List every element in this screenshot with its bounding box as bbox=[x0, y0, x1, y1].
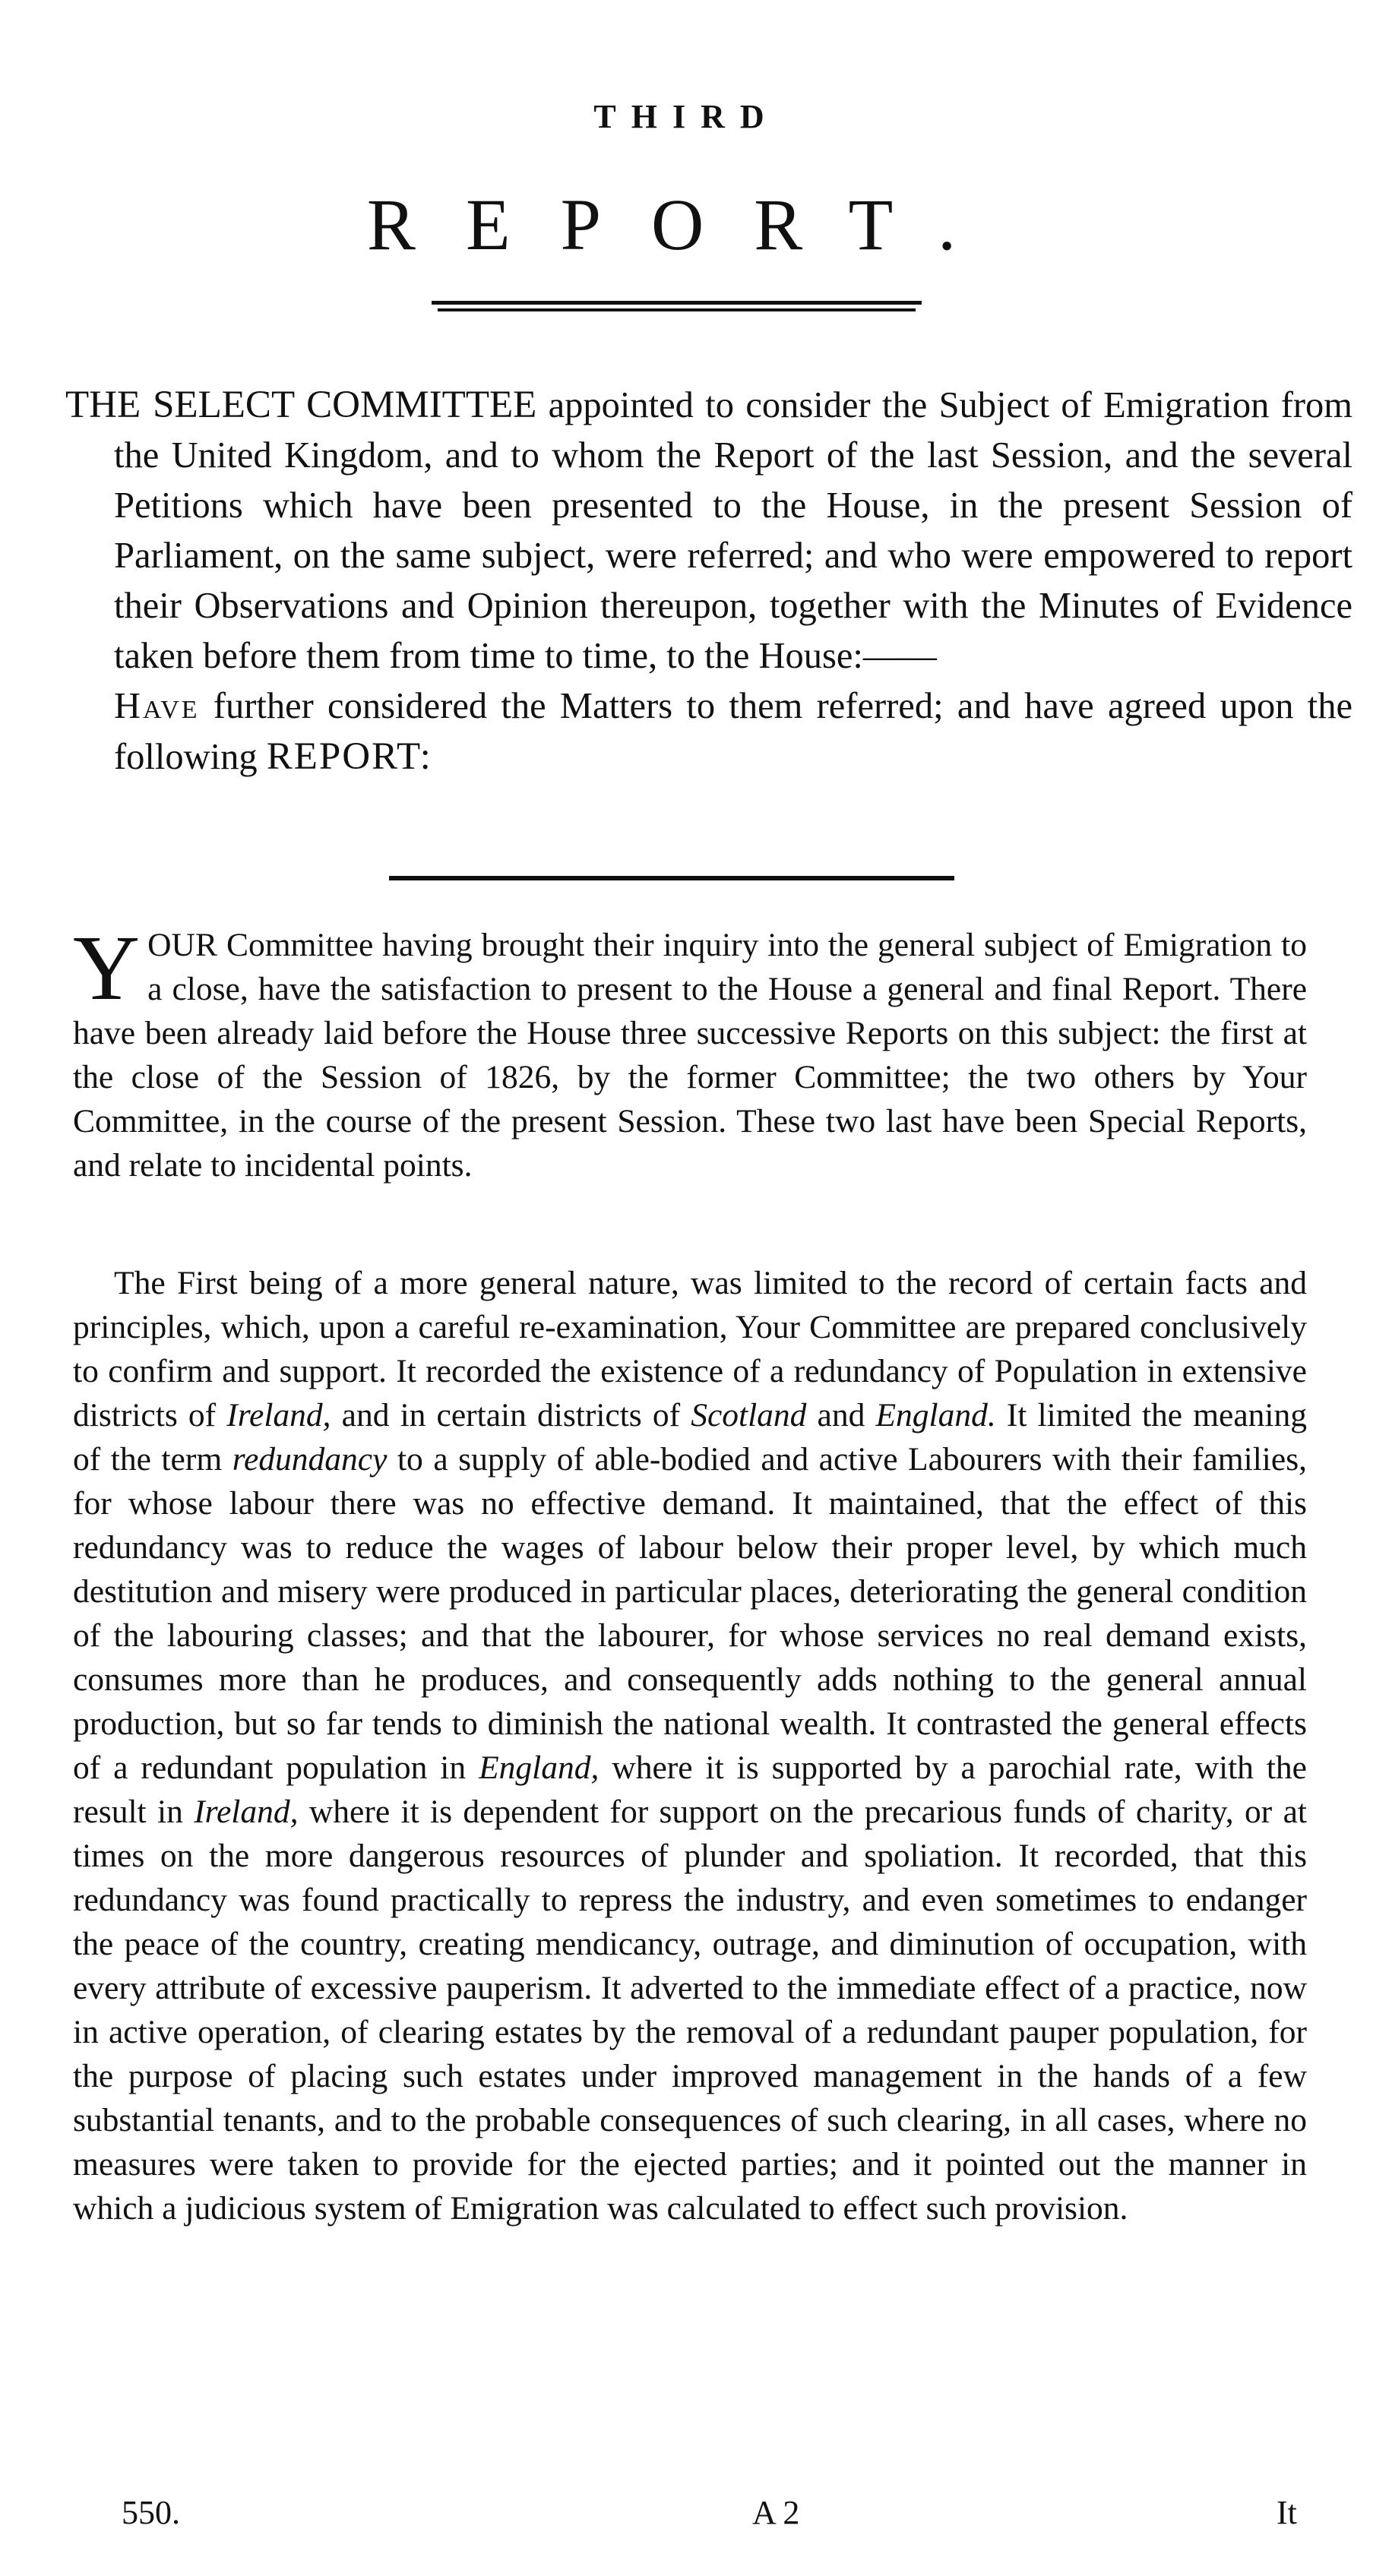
signature-mark: A 2 bbox=[752, 2494, 800, 2531]
paragraph-1-text: OUR Committee having brought their inquiry into the general subject of Emigration to a close, have the satisfaction to present to the House a general and final Report. There have been already laid before the House three successive Reports on this subject: the first at the close of the Session of 1826, by the former Committee; the two others by Your Committee, in the course of the present Session. These two last have been Special Reports, and relate to incidental points. bbox=[73, 927, 1307, 1184]
p2-text-2: and in certain districts of bbox=[331, 1397, 691, 1433]
p2-italic-england-2: England, bbox=[479, 1749, 600, 1786]
preamble-paragraph bbox=[65, 380, 1352, 782]
rule-line-lower bbox=[438, 308, 916, 311]
single-rule-divider bbox=[389, 876, 954, 880]
double-rule-divider bbox=[432, 301, 922, 313]
p2-text-1: The First being of a more general nature, was limited to the record of certain facts and principles, which, upon a careful re-examination, Your Committee are prepared conclusively to confirm and support. It recorded the existence of a redundancy of Population in extensive districts of bbox=[73, 1265, 1307, 1433]
preamble-lead: THE SELECT COMMITTEE bbox=[65, 384, 537, 426]
p2-italic-scotland: Scotland bbox=[691, 1397, 807, 1433]
paragraph-1 bbox=[73, 917, 1307, 1187]
heading-report: REPORT. bbox=[366, 184, 1007, 265]
p2-italic-england: England. bbox=[875, 1397, 996, 1433]
catchword: It bbox=[1277, 2494, 1297, 2531]
document-number: 550. bbox=[122, 2494, 180, 2531]
preamble-report-word: REPORT: bbox=[266, 735, 432, 778]
preamble-body: appointed to consider the Subject of Emigration from the United Kingdom, and to whom the Report of the last Session, and the several Petitions which have been presented to the House, in the present Session of Parliament, on the same subject, were referred; and who were empowered to report their Observations and Opinion thereupon, together with the Minutes of Evidence taken before them from time to time, to the House:—— bbox=[114, 385, 1352, 676]
p2-text-5: to a supply of able-bodied and active Labourers with their families, for whose labour there was no effective demand. It maintained, that the effect of this redundancy was to reduce the wages of labour below their proper level, by which much destitution and misery were produced in particular places, deteriorating the general condition of the labouring classes; and that the labourer, for whose services no real demand exists, consumes more than he produces, and consequently adds nothing to the general annual production, but so far tends to diminish the national wealth. It contrasted the general effects of a redundant population in bbox=[73, 1441, 1308, 1786]
p2-italic-redundancy: redundancy bbox=[232, 1441, 388, 1478]
rule-line-upper bbox=[432, 301, 922, 305]
drop-cap: Y bbox=[73, 917, 141, 1019]
p2-italic-ireland: Ireland, bbox=[226, 1397, 331, 1433]
p2-text-6: where it is supported by a parochial rate, with the result in bbox=[73, 1749, 1307, 1830]
p2-text-4: It limited the meaning of the term bbox=[73, 1397, 1307, 1478]
preamble-have: Have bbox=[114, 686, 200, 726]
page-footer bbox=[0, 2493, 1373, 2539]
p2-text-7: where it is dependent for support on the precarious funds of charity, or at times on the more dangerous resources of plunder and spoliation. It recorded, that this redundancy was found practically to repress the industry, and even sometimes to endanger the peace of the country, creating mendicancy, outrage, and diminution of occupation, with every attribute of excessive pauperism. It adverted to the immediate effect of a practice, now in active operation, of clearing estates by the removal of a redundant pauper population, for the purpose of placing such estates under improved management in the hands of a few substantial tenants, and to the probable consequences of such clearing, in all cases, where no measures were taken to provide for the ejected parties; and it pointed out the manner in which a judicious system of Emigration was calculated to effect such provision. bbox=[73, 1794, 1307, 2227]
p2-italic-ireland-2: Ireland, bbox=[194, 1794, 299, 1830]
p2-text-3: and bbox=[806, 1397, 876, 1433]
heading-third: THIRD bbox=[593, 98, 780, 135]
preamble-closing: further considered the Matters to them referred; and have agreed upon the following bbox=[114, 686, 1352, 777]
paragraph-2 bbox=[73, 1261, 1307, 2230]
